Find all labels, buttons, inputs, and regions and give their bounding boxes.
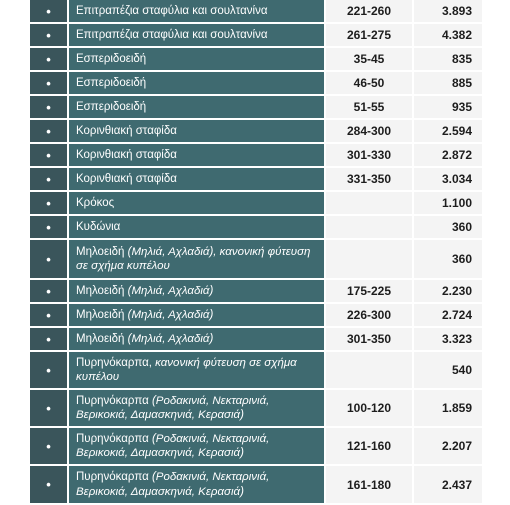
crop-name-detail: (Ροδακινιά, Νεκταρινιά, Βερικοκιά, Δαμασκηνιά, Κερασιά) xyxy=(76,471,270,498)
bullet-cell xyxy=(30,144,69,166)
bullet-cell xyxy=(30,24,69,46)
value-cell: 2.230 xyxy=(414,280,482,302)
range-cell xyxy=(326,216,414,238)
bullet-icon: • xyxy=(46,362,51,378)
bullet-icon: • xyxy=(46,219,51,235)
bullet-cell xyxy=(30,466,69,503)
value-cell: 3.893 xyxy=(414,0,482,22)
left-margin xyxy=(0,0,30,505)
bullet-icon: • xyxy=(46,195,51,211)
table-row xyxy=(30,428,482,466)
crop-name-cell xyxy=(69,304,326,326)
bullet-icon: • xyxy=(46,51,51,67)
crop-name-detail: (Μηλιά, Αχλαδιά), κανονική φύτευση σε σχήμα κυπέλου xyxy=(76,245,311,272)
table-row xyxy=(30,168,482,192)
range-cell: 284-300 xyxy=(326,120,414,142)
value-cell: 1.100 xyxy=(414,192,482,214)
bullet-icon: • xyxy=(46,283,51,299)
bullet-cell xyxy=(30,328,69,350)
value-cell: 360 xyxy=(414,216,482,238)
table-row xyxy=(30,144,482,168)
table-row xyxy=(30,390,482,428)
crop-name-cell xyxy=(69,48,326,70)
table-row xyxy=(30,72,482,96)
table-row xyxy=(30,48,482,72)
crop-name-cell xyxy=(69,280,326,302)
table-row xyxy=(30,466,482,505)
bullet-icon: • xyxy=(46,331,51,347)
crop-name: Επιτραπέζια σταφύλια και σουλτανίνα xyxy=(76,28,268,41)
crop-name-cell xyxy=(69,192,326,214)
table-row xyxy=(30,304,482,328)
crop-name: Μηλοειδή xyxy=(76,284,128,297)
bullet-cell xyxy=(30,352,69,388)
range-cell: 121-160 xyxy=(326,428,414,464)
crop-name-cell xyxy=(69,390,326,426)
bullet-icon: • xyxy=(46,99,51,115)
crop-name-cell xyxy=(69,466,326,503)
bullet-icon: • xyxy=(46,27,51,43)
crop-name-cell xyxy=(69,240,326,278)
range-cell xyxy=(326,352,414,388)
table-row xyxy=(30,240,482,280)
crop-name-detail: (Ροδακινιά, Νεκταρινιά, Βερικοκιά, Δαμασκηνιά, Κερασιά) xyxy=(76,432,270,459)
value-cell: 3.323 xyxy=(414,328,482,350)
range-cell: 301-330 xyxy=(326,144,414,166)
value-cell: 2.207 xyxy=(414,428,482,464)
table-row xyxy=(30,328,482,352)
crop-name: Κορινθιακή σταφίδα xyxy=(76,148,177,161)
range-cell xyxy=(326,192,414,214)
crop-name-cell xyxy=(69,0,326,22)
value-cell: 835 xyxy=(414,48,482,70)
bullet-icon: • xyxy=(46,171,51,187)
table-row xyxy=(30,280,482,304)
bullet-cell xyxy=(30,192,69,214)
value-cell: 885 xyxy=(414,72,482,94)
bullet-icon: • xyxy=(46,147,51,163)
range-cell: 175-225 xyxy=(326,280,414,302)
table-row xyxy=(30,24,482,48)
crop-name-cell xyxy=(69,352,326,388)
bullet-cell xyxy=(30,304,69,326)
range-cell xyxy=(326,240,414,278)
bullet-icon: • xyxy=(46,477,51,492)
range-cell: 46-50 xyxy=(326,72,414,94)
bullet-cell xyxy=(30,240,69,278)
crop-name-cell xyxy=(69,428,326,464)
crop-name: Κορινθιακή σταφίδα xyxy=(76,172,177,185)
bullet-cell xyxy=(30,216,69,238)
range-cell: 261-275 xyxy=(326,24,414,46)
range-cell: 35-45 xyxy=(326,48,414,70)
bullet-cell xyxy=(30,48,69,70)
bullet-icon: • xyxy=(46,400,51,416)
crop-name-detail: (Μηλιά, Αχλαδιά) xyxy=(127,332,214,345)
bullet-cell xyxy=(30,390,69,426)
crop-name-cell xyxy=(69,144,326,166)
crop-name: Μηλοειδή xyxy=(76,245,128,258)
range-cell: 100-120 xyxy=(326,390,414,426)
crop-name: Επιτραπέζια σταφύλια και σουλτανίνα xyxy=(76,4,268,17)
table-row xyxy=(30,0,482,24)
range-cell: 221-260 xyxy=(326,0,414,22)
value-cell: 3.034 xyxy=(414,168,482,190)
crop-name-cell xyxy=(69,120,326,142)
value-cell: 2.594 xyxy=(414,120,482,142)
crop-name-cell xyxy=(69,96,326,118)
value-cell: 2.724 xyxy=(414,304,482,326)
table-row xyxy=(30,192,482,216)
crop-name: Πυρηνόκαρπα xyxy=(76,432,152,445)
bullet-cell xyxy=(30,120,69,142)
bullet-cell xyxy=(30,0,69,22)
table-row xyxy=(30,120,482,144)
crop-name: Μηλοειδή xyxy=(76,332,128,345)
range-cell: 226-300 xyxy=(326,304,414,326)
range-cell: 161-180 xyxy=(326,466,414,503)
crop-name: Μηλοειδή xyxy=(76,308,128,321)
value-cell: 4.382 xyxy=(414,24,482,46)
bullet-icon: • xyxy=(46,123,51,139)
crop-name: Κορινθιακή σταφίδα xyxy=(76,124,177,137)
value-cell: 540 xyxy=(414,352,482,388)
value-cell: 2.437 xyxy=(414,466,482,503)
range-cell: 51-55 xyxy=(326,96,414,118)
crop-name: Εσπεριδοειδή xyxy=(76,76,147,89)
bullet-cell xyxy=(30,428,69,464)
value-cell: 1.859 xyxy=(414,390,482,426)
bullet-icon: • xyxy=(46,438,51,454)
crop-name: Πυρηνόκαρπα xyxy=(76,394,152,407)
crop-name-cell xyxy=(69,216,326,238)
table-row xyxy=(30,216,482,240)
range-cell: 301-350 xyxy=(326,328,414,350)
bullet-icon: • xyxy=(46,75,51,91)
right-margin xyxy=(482,0,510,505)
crop-name-cell xyxy=(69,168,326,190)
bullet-icon: • xyxy=(46,251,51,267)
crop-name-cell xyxy=(69,24,326,46)
bullet-icon: • xyxy=(46,3,51,19)
range-cell: 331-350 xyxy=(326,168,414,190)
bullet-cell xyxy=(30,72,69,94)
crop-name-detail: (Μηλιά, Αχλαδιά) xyxy=(127,308,214,321)
crop-name-cell xyxy=(69,72,326,94)
bullet-icon: • xyxy=(46,307,51,323)
crop-name-cell xyxy=(69,328,326,350)
crop-name: Κρόκος xyxy=(76,196,115,209)
crop-name-detail: κανονική φύτευση σε σχήμα κυπέλου xyxy=(76,356,297,383)
table-row xyxy=(30,96,482,120)
crop-name: Εσπεριδοειδή xyxy=(76,52,147,65)
crop-name: Πυρηνόκαρπα xyxy=(76,471,152,483)
bullet-cell xyxy=(30,96,69,118)
yield-table xyxy=(30,0,482,505)
value-cell: 360 xyxy=(414,240,482,278)
value-cell: 935 xyxy=(414,96,482,118)
crop-name-detail: (Ροδακινιά, Νεκταρινιά, Βερικοκιά, Δαμασκηνιά, Κερασιά) xyxy=(76,394,270,421)
crop-name: Κυδώνια xyxy=(76,220,121,233)
value-cell: 2.872 xyxy=(414,144,482,166)
table-row xyxy=(30,352,482,390)
crop-name: Εσπεριδοειδή xyxy=(76,100,147,113)
crop-name: Πυρηνόκαρπα, xyxy=(76,356,156,369)
bullet-cell xyxy=(30,168,69,190)
bullet-cell xyxy=(30,280,69,302)
crop-name-detail: (Μηλιά, Αχλαδιά) xyxy=(127,284,214,297)
